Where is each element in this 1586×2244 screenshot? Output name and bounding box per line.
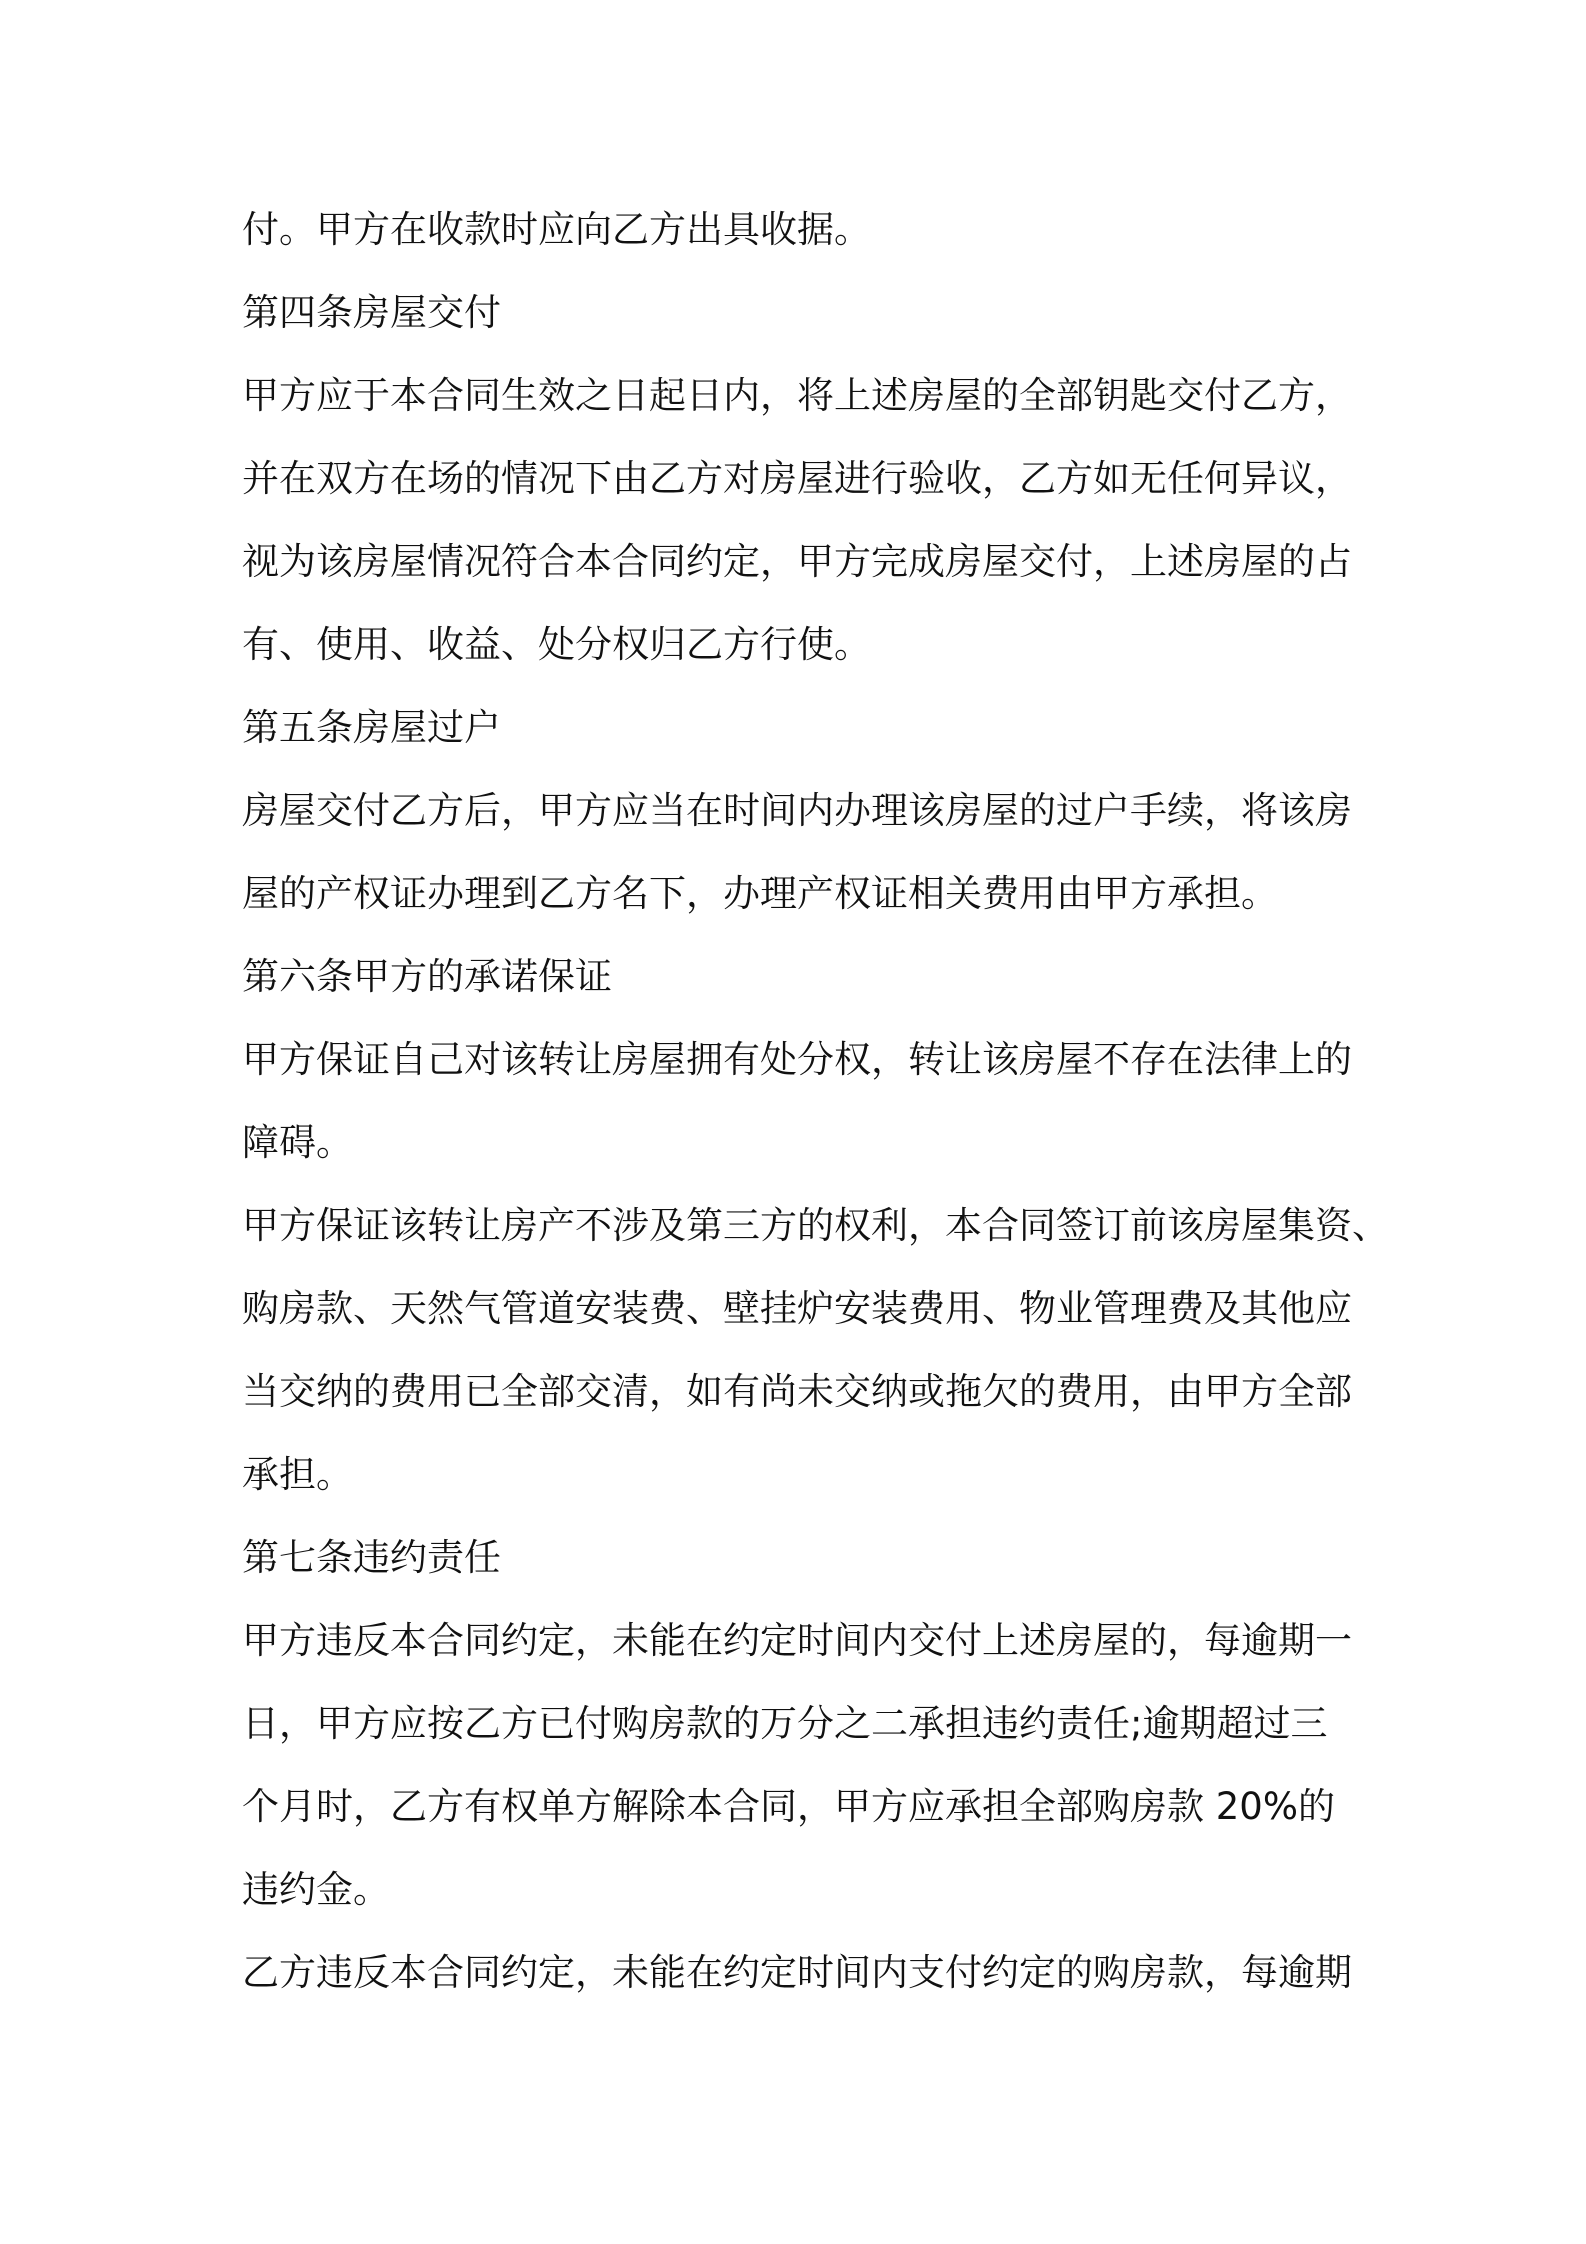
text-line: 购房款、天然气管道安装费、壁挂炉安装费用、物业管理费及其他应 (242, 1287, 1352, 1330)
section-heading-6: 第六条甲方的承诺保证 (242, 955, 612, 998)
text-line: 视为该房屋情况符合本合同约定，甲方完成房屋交付，上述房屋的占 (242, 540, 1352, 583)
section-heading-4: 第四条房屋交付 (242, 291, 501, 334)
section-heading-5: 第五条房屋过户 (242, 706, 501, 749)
text-line: 甲方保证该转让房产不涉及第三方的权利，本合同签订前该房屋集资、 (242, 1204, 1389, 1247)
text-line: 有、使用、收益、处分权归乙方行使。 (242, 623, 871, 666)
text-line: 甲方保证自己对该转让房屋拥有处分权，转让该房屋不存在法律上的 (242, 1038, 1352, 1081)
text-line: 屋的产权证办理到乙方名下，办理产权证相关费用由甲方承担。 (242, 872, 1278, 915)
text-line: 乙方违反本合同约定，未能在约定时间内支付约定的购房款，每逾期 (242, 1951, 1352, 1994)
text-line: 个月时，乙方有权单方解除本合同，甲方应承担全部购房款 20%的 (242, 1785, 1335, 1828)
text-line: 承担。 (242, 1453, 353, 1496)
text-line: 日，甲方应按乙方已付购房款的万分之二承担违约责任;逾期超过三 (242, 1702, 1328, 1745)
text-line: 违约金。 (242, 1868, 390, 1911)
text-line: 付。甲方在收款时应向乙方出具收据。 (242, 208, 871, 251)
section-heading-7: 第七条违约责任 (242, 1536, 501, 1579)
text-line: 障碍。 (242, 1121, 353, 1164)
text-line: 甲方应于本合同生效之日起日内，将上述房屋的全部钥匙交付乙方， (242, 374, 1352, 417)
text-line: 当交纳的费用已全部交清，如有尚未交纳或拖欠的费用，由甲方全部 (242, 1370, 1352, 1413)
text-line: 甲方违反本合同约定，未能在约定时间内交付上述房屋的，每逾期一 (242, 1619, 1352, 1662)
text-line: 并在双方在场的情况下由乙方对房屋进行验收，乙方如无任何异议， (242, 457, 1352, 500)
text-line: 房屋交付乙方后，甲方应当在时间内办理该房屋的过户手续，将该房 (242, 789, 1352, 832)
